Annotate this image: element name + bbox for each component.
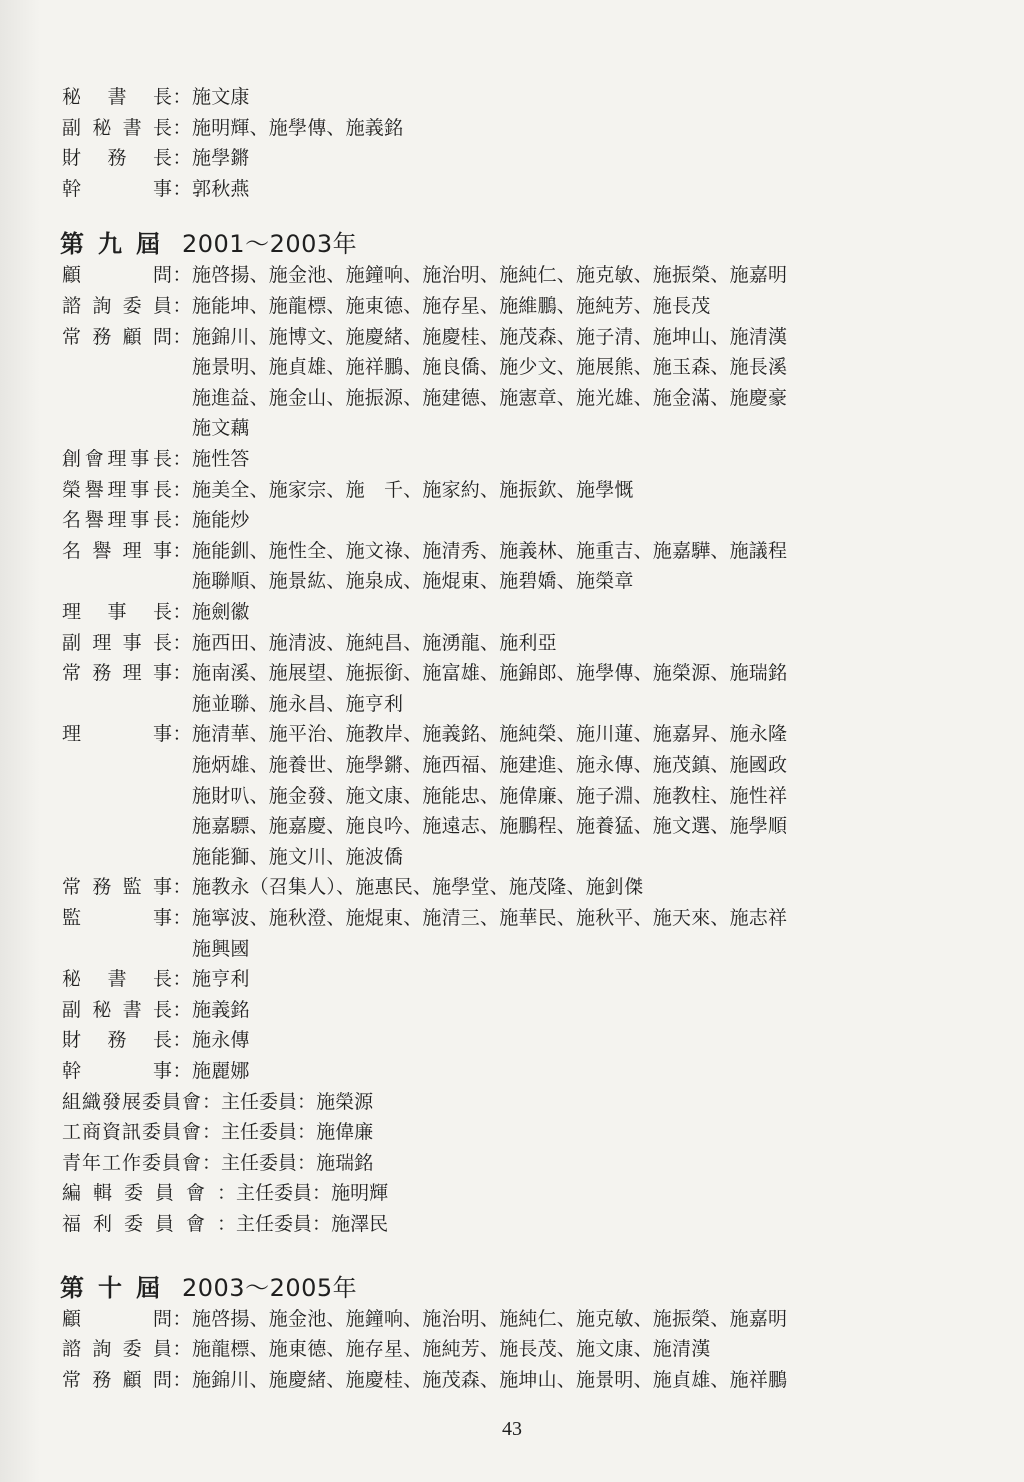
- role-label: 常 務 理 事: [62, 662, 172, 685]
- role-label: 名 譽 理 事 長: [62, 509, 172, 532]
- colon: ：: [172, 478, 192, 501]
- colon: ：: [312, 1213, 332, 1235]
- colon: ：: [172, 264, 192, 287]
- roster-row: [62, 872, 902, 902]
- term-label: 第九屆: [60, 230, 174, 259]
- roster-row: [62, 260, 902, 290]
- member-names-continued: 施聯順、施景紘、施泉成、施焜東、施碧嬌、施榮章: [192, 570, 634, 593]
- member-names-continued: 施並聯、施永昌、施亨利: [192, 692, 404, 715]
- member-names: 施能釧、施性全、施文祿、施清秀、施義林、施重吉、施嘉驊、施議程: [192, 539, 788, 562]
- roster-row: [62, 597, 902, 627]
- colon: ：: [202, 1090, 222, 1113]
- member-names: 施學鏘: [192, 147, 250, 170]
- member-names-continued: 施興國: [192, 937, 250, 960]
- term-years: 2001～2003年: [182, 230, 358, 259]
- member-names: 施西田、施清波、施純昌、施湧龍、施利亞: [192, 631, 557, 654]
- role-label: 副 秘 書 長: [62, 116, 172, 139]
- member-names: 施清華、施平治、施教岸、施義銘、施純榮、施川蓮、施嘉昇、施永隆: [192, 723, 788, 746]
- roster-row: [62, 505, 902, 535]
- role-label: 秘 書 長: [62, 968, 172, 991]
- committee-role: 主任委員: [221, 1151, 298, 1174]
- committee-chair: 施瑞銘: [316, 1151, 374, 1174]
- member-names: 施教永（召集人）、施惠民、施學堂、施茂隆、施釗傑: [192, 876, 644, 899]
- member-names: 施明輝、施學傳、施義銘: [192, 116, 404, 139]
- member-names-continued: 施財叭、施金發、施文康、施能忠、施偉廉、施子淵、施教柱、施性祥: [192, 784, 788, 807]
- roster-row: [62, 995, 902, 1025]
- roster-row: [62, 719, 902, 749]
- committee-name: 青年工作委員會: [62, 1151, 203, 1174]
- colon: ：: [172, 631, 192, 654]
- member-names: 郭秋燕: [192, 177, 250, 200]
- role-label: 監 事: [62, 907, 172, 929]
- roster-row: [62, 628, 902, 658]
- member-names: 施劍徽: [192, 601, 250, 623]
- member-names: 施性答: [192, 448, 250, 470]
- colon: ：: [172, 1338, 192, 1361]
- term-heading: [60, 228, 357, 260]
- page-number: 43: [502, 1418, 522, 1440]
- role-label: 幹 事: [62, 177, 172, 200]
- roster-row: [62, 444, 902, 474]
- committee-role: 主任委員: [221, 1090, 298, 1113]
- member-names: 施能坤、施龍標、施東德、施存星、施維鵬、施純芳、施長茂: [192, 295, 711, 317]
- term-heading: [60, 1272, 357, 1304]
- committee-name: 福利委員會: [62, 1213, 218, 1235]
- roster-row: [62, 1365, 902, 1395]
- colon: ：: [172, 116, 192, 139]
- role-label: 副 理 事 長: [62, 631, 172, 654]
- committee-role: 主任委員: [221, 1121, 298, 1144]
- colon: ：: [202, 1151, 222, 1174]
- term-years: 2003～2005年: [182, 1273, 358, 1302]
- role-label: 秘 書 長: [62, 86, 172, 108]
- member-names: 施亨利: [192, 968, 250, 991]
- committee-role: 主任委員: [236, 1213, 313, 1235]
- committee-name: 編輯委員會: [62, 1182, 218, 1205]
- roster-row: [62, 1304, 902, 1334]
- colon: ：: [172, 876, 192, 899]
- colon: ：: [297, 1090, 317, 1113]
- term-label: 第十屆: [60, 1273, 174, 1302]
- colon: ：: [172, 968, 192, 991]
- member-names: 施文康: [192, 86, 250, 108]
- committee-row: [62, 1117, 373, 1147]
- role-label: 榮 譽 理 事 長: [62, 478, 172, 501]
- roster-row: [62, 903, 902, 933]
- committee-chair: 施澤民: [331, 1213, 389, 1235]
- member-names: 施義銘: [192, 998, 250, 1021]
- roster-row: [62, 475, 902, 505]
- colon: ：: [312, 1182, 332, 1205]
- colon: ：: [172, 539, 192, 562]
- page-gutter-shadow: [0, 0, 40, 1482]
- colon: ：: [172, 998, 192, 1021]
- committee-chair: 施明輝: [331, 1182, 389, 1205]
- member-names-continued: 施進益、施金山、施振源、施建德、施憲章、施光雄、施金滿、施慶豪: [192, 386, 788, 409]
- member-names-continued: 施炳雄、施養世、施學鏘、施西福、施建進、施永傳、施茂鎮、施國政: [192, 754, 788, 776]
- roster-row: [62, 291, 902, 321]
- member-names: 施啓揚、施金池、施鐘响、施治明、施純仁、施克敏、施振榮、施嘉明: [192, 1307, 788, 1330]
- member-names: 施啓揚、施金池、施鐘响、施治明、施純仁、施克敏、施振榮、施嘉明: [192, 264, 788, 287]
- colon: ：: [172, 1307, 192, 1330]
- committee-row: [62, 1209, 388, 1239]
- member-names: 施錦川、施慶緒、施慶桂、施茂森、施坤山、施景明、施貞雄、施祥鵬: [192, 1368, 788, 1391]
- officer-row: [62, 113, 902, 143]
- committee-chair: 施偉廉: [316, 1121, 374, 1144]
- colon: ：: [297, 1151, 317, 1174]
- role-label: 創 會 理 事 長: [62, 448, 172, 470]
- roster-row: [62, 1025, 902, 1055]
- member-names-continued: 施文藕: [192, 417, 250, 440]
- roster-row: [62, 536, 902, 566]
- colon: ：: [172, 601, 192, 623]
- member-names: 施龍標、施東德、施存星、施純芳、施長茂、施文康、施清漢: [192, 1338, 711, 1361]
- colon: ：: [172, 177, 192, 200]
- member-names-continued: 施景明、施貞雄、施祥鵬、施良僑、施少文、施展熊、施玉森、施長溪: [192, 356, 788, 379]
- member-names: 施南溪、施展望、施振銜、施富雄、施錦郎、施學傳、施榮源、施瑞銘: [192, 662, 788, 685]
- colon: ：: [172, 147, 192, 170]
- role-label: 顧 問: [62, 264, 172, 287]
- role-label: 諮 詢 委 員: [62, 295, 172, 317]
- committee-name: 組織發展委員會: [62, 1090, 203, 1113]
- role-label: 財 務 長: [62, 147, 172, 170]
- roster-row: [62, 1056, 902, 1086]
- colon: ：: [172, 509, 192, 532]
- member-names: 施錦川、施博文、施慶緒、施慶桂、施茂森、施子清、施坤山、施清漢: [192, 325, 788, 348]
- role-label: 常 務 顧 問: [62, 1368, 172, 1391]
- committee-name: 工商資訊委員會: [62, 1121, 203, 1144]
- colon: ：: [172, 325, 192, 348]
- member-names-continued: 施嘉驃、施嘉慶、施良吟、施遠志、施鵬程、施養猛、施文選、施學順: [192, 815, 788, 838]
- colon: ：: [172, 448, 192, 470]
- role-label: 名 譽 理 事: [62, 539, 172, 562]
- member-names: 施麗娜: [192, 1060, 250, 1082]
- role-label: 財 務 長: [62, 1029, 172, 1052]
- colon: ：: [172, 662, 192, 685]
- colon: ：: [297, 1121, 317, 1144]
- role-label: 理 事: [62, 723, 172, 746]
- committee-row: [62, 1178, 388, 1208]
- colon: ：: [217, 1213, 237, 1235]
- committee-row: [62, 1148, 373, 1178]
- officer-row: [62, 143, 902, 173]
- role-label: 常 務 監 事: [62, 876, 172, 899]
- committee-chair: 施榮源: [316, 1090, 374, 1113]
- colon: ：: [202, 1121, 222, 1144]
- committee-row: [62, 1087, 373, 1117]
- colon: ：: [172, 1368, 192, 1391]
- colon: ：: [172, 1029, 192, 1052]
- colon: ：: [217, 1182, 237, 1205]
- roster-row: [62, 658, 902, 688]
- officer-row: [62, 174, 902, 204]
- roster-row: [62, 1334, 902, 1364]
- member-names: 施永傳: [192, 1029, 250, 1052]
- role-label: 常 務 顧 問: [62, 325, 172, 348]
- colon: ：: [172, 907, 192, 929]
- roster-row: [62, 322, 902, 352]
- role-label: 副 秘 書 長: [62, 998, 172, 1021]
- colon: ：: [172, 1060, 192, 1082]
- officer-row: [62, 82, 902, 112]
- member-names: 施美全、施家宗、施 千、施家約、施振欽、施學慨: [192, 478, 634, 501]
- role-label: 顧 問: [62, 1307, 172, 1330]
- member-names: 施能炒: [192, 509, 250, 532]
- colon: ：: [172, 86, 192, 108]
- colon: ：: [172, 723, 192, 746]
- role-label: 諮 詢 委 員: [62, 1338, 172, 1361]
- member-names-continued: 施能獅、施文川、施波僑: [192, 845, 404, 868]
- colon: ：: [172, 295, 192, 317]
- role-label: 幹 事: [62, 1060, 172, 1082]
- member-names: 施寧波、施秋澄、施焜東、施清三、施華民、施秋平、施天來、施志祥: [192, 907, 788, 929]
- roster-row: [62, 964, 902, 994]
- role-label: 理 事 長: [62, 601, 172, 623]
- committee-role: 主任委員: [236, 1182, 313, 1205]
